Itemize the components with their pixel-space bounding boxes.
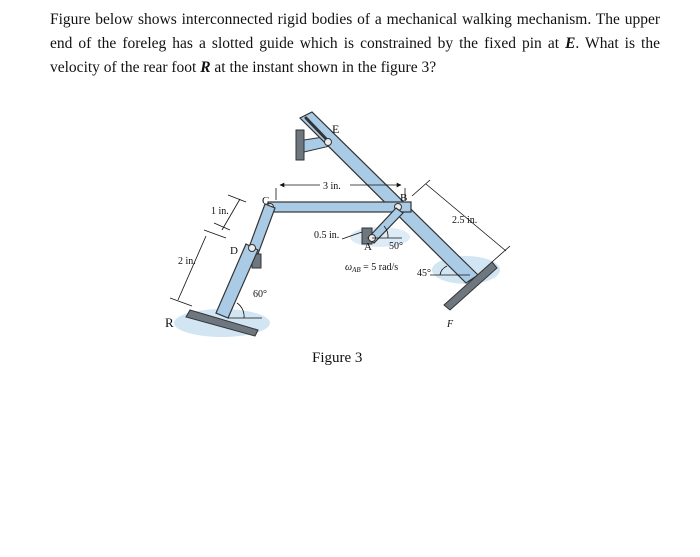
figure-caption: Figure 3 (312, 350, 363, 366)
label-a: A (364, 241, 372, 253)
label-dim-2in: 2 in. (178, 256, 196, 267)
label-d: D (230, 245, 238, 257)
problem-text-part: at the instant shown in the figure 3? (210, 59, 437, 76)
label-e: E (332, 122, 340, 136)
label-angle-60: 60° (253, 289, 267, 300)
label-c: C (262, 195, 270, 207)
point-r-ref: R (200, 59, 211, 76)
point-e-ref: E (565, 35, 576, 52)
problem-text-part: . What is the velocity of the rear foot (50, 35, 660, 76)
label-angle-45: 45° (417, 268, 431, 279)
label-f: F (447, 319, 454, 330)
label-dim-05in: 0.5 in. (314, 230, 340, 241)
label-b: B (400, 192, 408, 204)
dim-2in (170, 230, 226, 306)
label-r: R (165, 315, 174, 330)
label-dim-1in: 1 in. (211, 206, 229, 217)
foreleg (300, 112, 478, 283)
pin-e (325, 139, 332, 146)
joint-d (249, 245, 256, 252)
top-link-cb (267, 202, 412, 212)
label-omega-ab: $\omega_{AB} = 5$ rad/s (345, 262, 399, 274)
label-angle-50: 50° (389, 241, 403, 252)
problem-text-part: Figure below shows interconnected rigid bodies of a mechanical walking mechanism. The upper end of the foreleg has a slotted guide which is constrained by the fixed pin at (50, 11, 660, 52)
label-dim-25in: 2.5 in. (452, 215, 478, 226)
label-dim-3in: 3 in. (323, 181, 341, 192)
